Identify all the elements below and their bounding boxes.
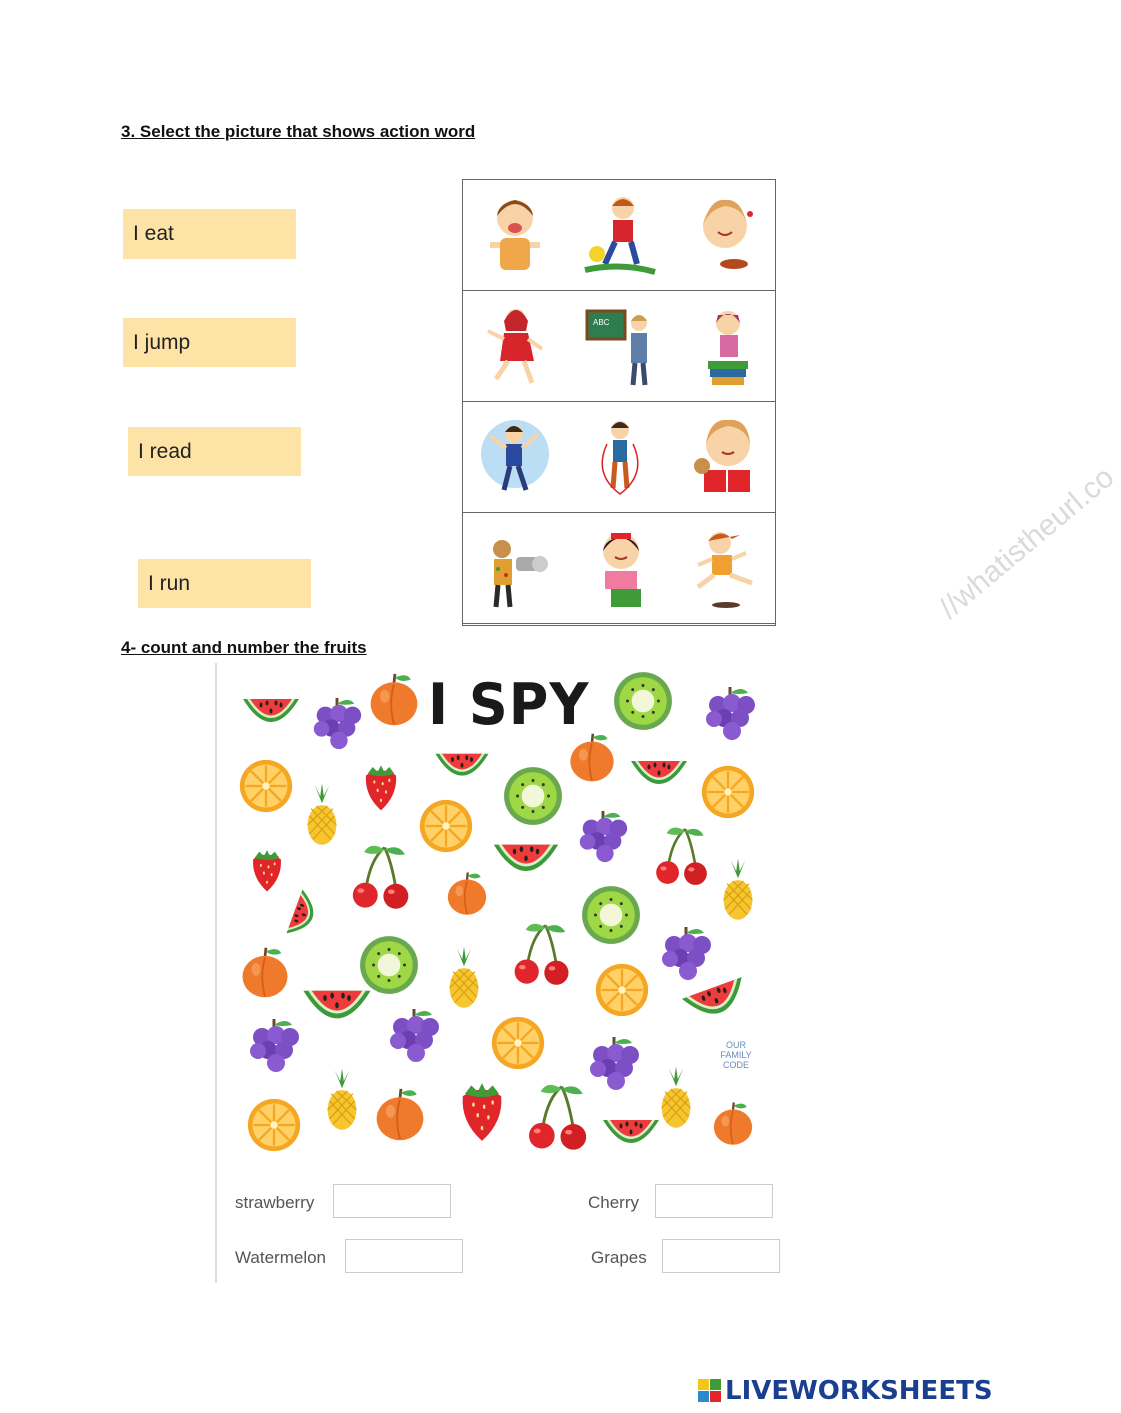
watermelon-icon [240, 695, 302, 735]
grapes-icon [384, 1006, 444, 1068]
kiwi-icon [612, 670, 674, 732]
family-code-line2: FAMILY [720, 1050, 752, 1060]
i-spy-title: I SPY [428, 671, 590, 738]
cherry-icon [650, 815, 712, 897]
strawberry-count-input[interactable] [333, 1184, 451, 1218]
picture-row-3 [463, 402, 775, 513]
cherry-label: Cherry [588, 1193, 640, 1212]
answer-jump[interactable]: I jump [123, 318, 296, 367]
picture-jumping-girl[interactable] [463, 291, 567, 401]
grapes-icon [308, 695, 366, 755]
picture-soccer-boy[interactable] [568, 180, 672, 290]
picture-books-girl[interactable] [673, 291, 777, 401]
peach-icon [238, 942, 292, 1004]
pineapple-icon [446, 944, 482, 1012]
watermark-text: //whatistheurl.co [933, 460, 1121, 626]
picture-hairdryer-man[interactable] [463, 513, 567, 623]
grapes-icon [700, 685, 760, 745]
peach-icon [710, 1098, 756, 1150]
cherry-count-input[interactable] [655, 1184, 773, 1218]
orange-icon [490, 1015, 546, 1071]
strawberry-icon [450, 1072, 514, 1150]
liveworksheets-logo-icon [698, 1379, 722, 1403]
picture-dancing-boy[interactable] [463, 402, 567, 512]
picture-skipping-boy[interactable] [568, 402, 672, 512]
section3-heading: 3. Select the picture that shows action word [121, 122, 476, 141]
orange-icon [238, 758, 294, 814]
grapes-icon [656, 924, 716, 986]
strawberry-icon [356, 758, 406, 816]
picture-eating-girl[interactable] [673, 180, 777, 290]
watermelon-icon [300, 986, 374, 1034]
peach-icon [366, 670, 422, 730]
strawberry-label: strawberry [235, 1193, 315, 1212]
picture-teacher-board[interactable] [568, 291, 672, 401]
answer-eat[interactable]: I eat [123, 209, 296, 259]
pineapple-icon [658, 1064, 694, 1132]
peach-icon [566, 728, 618, 788]
family-code-line1: OUR [726, 1040, 746, 1050]
picture-row-4 [463, 513, 775, 624]
picture-row-1 [463, 180, 775, 291]
picture-cooking-girl[interactable] [568, 513, 672, 623]
picture-row-2 [463, 291, 775, 402]
liveworksheets-brand [698, 1376, 993, 1406]
pineapple-icon [304, 782, 340, 848]
pineapple-icon [324, 1066, 360, 1134]
orange-icon [700, 764, 756, 820]
peach-icon [372, 1084, 428, 1146]
watermelon-icon [432, 750, 492, 788]
orange-icon [594, 962, 650, 1018]
cherry-icon [346, 835, 414, 919]
grapes-count-input[interactable] [662, 1239, 780, 1273]
pineapple-icon [720, 856, 756, 924]
answer-read[interactable]: I read [128, 427, 301, 476]
picture-grid [462, 179, 1121, 626]
watermelon-icon [600, 1116, 662, 1156]
liveworksheets-wordmark: LIVEWORKSHEETS [725, 1376, 993, 1406]
family-code-line3: CODE [722, 1060, 749, 1070]
peach-icon [444, 868, 490, 920]
watermelon-count-input[interactable] [345, 1239, 463, 1273]
kiwi-icon [502, 765, 564, 827]
answer-run[interactable]: I run [138, 559, 311, 608]
kiwi-icon [580, 884, 642, 946]
grapes-icon [244, 1016, 304, 1078]
orange-icon [246, 1097, 302, 1153]
grapes-icon [584, 1034, 644, 1096]
family-code-logo [708, 1040, 764, 1076]
watermelon-label: Watermelon [235, 1248, 327, 1267]
section4-heading: 4- count and number the fruits [121, 638, 367, 657]
grapes-icon [574, 808, 632, 868]
svg-text:ABC: ABC [593, 318, 610, 327]
picture-laughing-girl[interactable] [463, 180, 567, 290]
picture-running-girl[interactable] [673, 513, 777, 623]
watermelon-icon [490, 840, 562, 886]
cherry-icon [508, 912, 574, 996]
cherry-icon [522, 1074, 592, 1160]
watermelon-icon [628, 757, 690, 797]
orange-icon [418, 798, 474, 854]
grapes-label: Grapes [591, 1248, 647, 1267]
picture-reading-girl[interactable] [673, 402, 777, 512]
